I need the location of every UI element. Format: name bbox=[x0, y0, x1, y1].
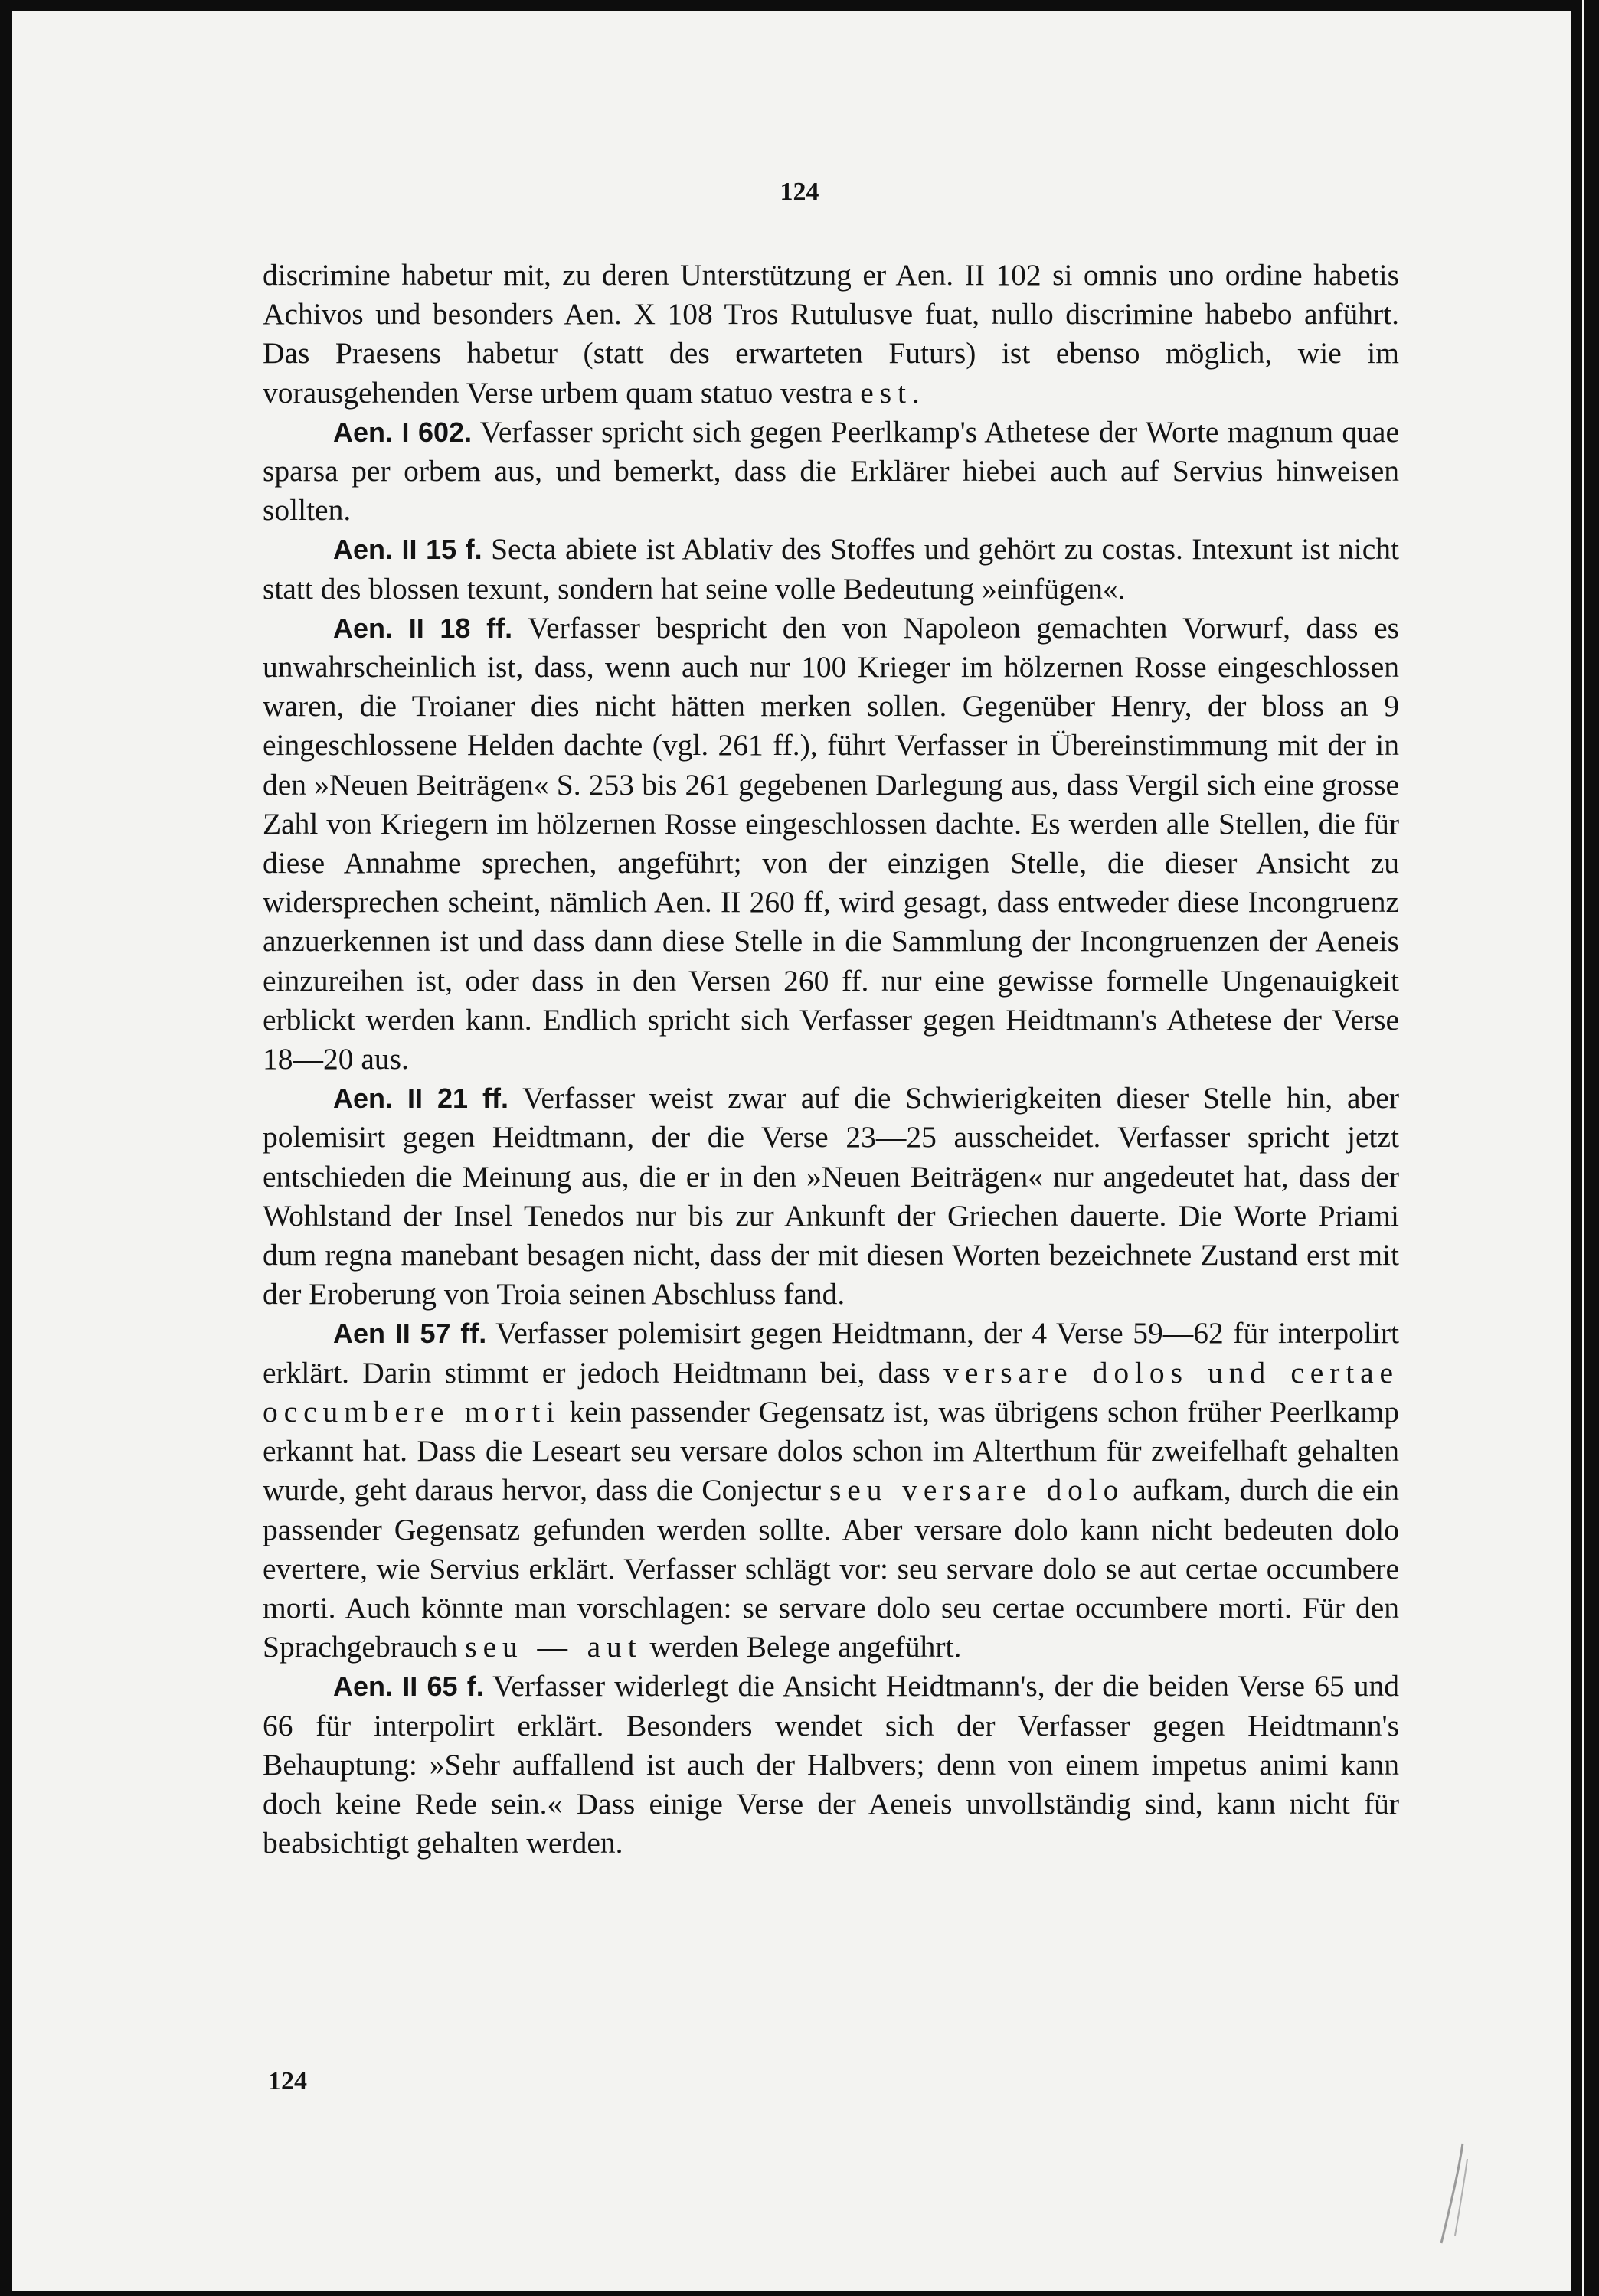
paragraph-aen-2-57 bbox=[263, 1314, 1399, 1667]
lemma-heading: Aen. II 15 f. bbox=[333, 534, 482, 566]
paragraph-text: Verfasser bespricht den von Napoleon gemachten Vorwurf, dass es unwahrscheinlich ist, dass, wenn auch nur 100 Krieger im hölzernen Rosse eingeschlossen waren, die Troianer dies nicht hätten merken sollen. Gegenüber Henry, der bloss an 9 eingeschlossene Helden dachte (vgl. 261 ff.), führt Verfasser in Übereinstimmung mit der in den »Neuen Beiträgen« S. 253 bis 261 gegebenen Darlegung aus, dass Vergil sich eine grosse Zahl von Kriegern im hölzernen Rosse eingeschlossen dachte. Es werden alle Stellen, die für diese Annahme sprechen, angeführt; von der einzigen Stelle, die dieser Ansicht zu widersprechen scheint, nämlich Aen. II 260 ff, wird gesagt, dass entweder diese Incongruenz anzuerkennen ist und dass dann diese Stelle in die Sammlung der Incongruenzen der Aeneis einzureihen ist, oder dass in den Versen 260 ff. nur eine gewisse formelle Ungenauigkeit erblickt werden kann. Endlich spricht sich Verfasser gegen Heidtmann's Athetese der Verse 18—20 aus. bbox=[263, 610, 1399, 1076]
paragraph-text: werden Belege angeführt. bbox=[642, 1630, 962, 1664]
lemma-heading: Aen. II 18 ff. bbox=[333, 612, 513, 644]
lemma-heading: Aen. II 21 ff. bbox=[333, 1083, 509, 1115]
paragraph-continuation bbox=[263, 256, 1399, 413]
paragraph-text: Verfasser polemisirt gegen Heidtmann, der 4 Verse 59—62 für interpolirt erklärt. Darin stimmt er jedoch Heidtmann bei, dass bbox=[263, 1316, 1399, 1390]
paragraph-text: Secta abiete ist Ablativ des Stoffes und gehört zu costas. Intexunt ist nicht statt des blossen texunt, sondern hat seine volle Bedeutung »einfügen«. bbox=[263, 532, 1399, 606]
paragraph-text: kein passender Gegensatz ist, was übrigens schon früher Peerlkamp erkannt hat. Dass die Leseart seu versare dolos schon im Alterthum für zweifelhaft gehalten wurde, geht daraus hervor, dass die Conjectur bbox=[263, 1394, 1399, 1507]
paragraph-text: discrimine habetur mit, zu deren Unterstützung er Aen. II 102 si omnis uno ordine habetis Achivos und besonders Aen. X 108 Tros Rutulusve fuat, nullo discrimine habebo anführt. Das Praesens habetur (statt des erwarteten Futurs) ist ebenso möglich, wie im vorausgehenden Verse urbem quam statuo vestra bbox=[263, 258, 1399, 410]
paragraph-aen-1-602 bbox=[263, 413, 1399, 531]
page-number-bottom: 124 bbox=[268, 2067, 307, 2095]
paragraph-aen-2-18 bbox=[263, 609, 1399, 1079]
paragraph-aen-2-65 bbox=[263, 1667, 1399, 1863]
body-text bbox=[263, 256, 1399, 1863]
paragraph-text: aufkam, durch die ein passender Gegensatz gefunden werden sollte. Aber versare dolo kann nicht bedeuten dolo evertere, wie Servius erklärt. Verfasser schlägt vor: seu servare dolo se aut certae occumbere morti. Auch könnte man vorschlagen: se servare dolo seu certae occumbere morti. Für den Sprachgebrauch bbox=[263, 1473, 1399, 1664]
page-number-top: 124 bbox=[780, 178, 819, 206]
paragraph-aen-2-15 bbox=[263, 530, 1399, 608]
lemma-heading: Aen. I 602. bbox=[333, 416, 473, 448]
spaced-phrase: seu versare dolo bbox=[829, 1473, 1125, 1507]
lemma-heading: Aen. II 65 f. bbox=[333, 1671, 484, 1703]
paragraph-text: Verfasser spricht sich gegen Peerlkamp's Athetese der Worte magnum quae sparsa per orbem aus, und bemerkt, dass die Erklärer hiebei auch auf Servius hinweisen sollten. bbox=[263, 414, 1399, 527]
spaced-phrase: versare dolos und certae occumbere morti bbox=[263, 1355, 1399, 1429]
spaced-word: est. bbox=[860, 375, 926, 410]
pencil-mark bbox=[1432, 2136, 1478, 2251]
page-edge-line bbox=[1582, 0, 1584, 2296]
paragraph-text: Verfasser widerlegt die Ansicht Heidtmann's, der die beiden Verse 65 und 66 für interpolirt erklärt. Besonders wendet sich der Verfasser gegen Heidtmann's Behauptung: »Sehr auffallend ist auch der Halbvers; denn von einem impetus animi kann doch keine Rede sein.« Dass einige Verse der Aeneis unvollständig sind, kann nicht für beabsichtigt gehalten werden. bbox=[263, 1669, 1399, 1860]
spaced-phrase: seu — aut bbox=[465, 1630, 643, 1664]
paragraph-aen-2-21 bbox=[263, 1079, 1399, 1314]
lemma-heading: Aen II 57 ff. bbox=[333, 1318, 487, 1350]
paragraph-text: Verfasser weist zwar auf die Schwierigkeiten dieser Stelle hin, aber polemisirt gegen Heidtmann, der die Verse 23—25 ausscheidet. Verfasser spricht jetzt entschieden die Meinung aus, die er in den »Neuen Beiträgen« nur angedeutet hat, dass der Wohlstand der Insel Tenedos nur bis zur Ankunft der Griechen dauerte. Die Worte Priami dum regna manebant besagen nicht, dass der mit diesen Worten bezeichnete Zustand erst mit der Eroberung von Troia seinen Abschluss fand. bbox=[263, 1081, 1399, 1311]
